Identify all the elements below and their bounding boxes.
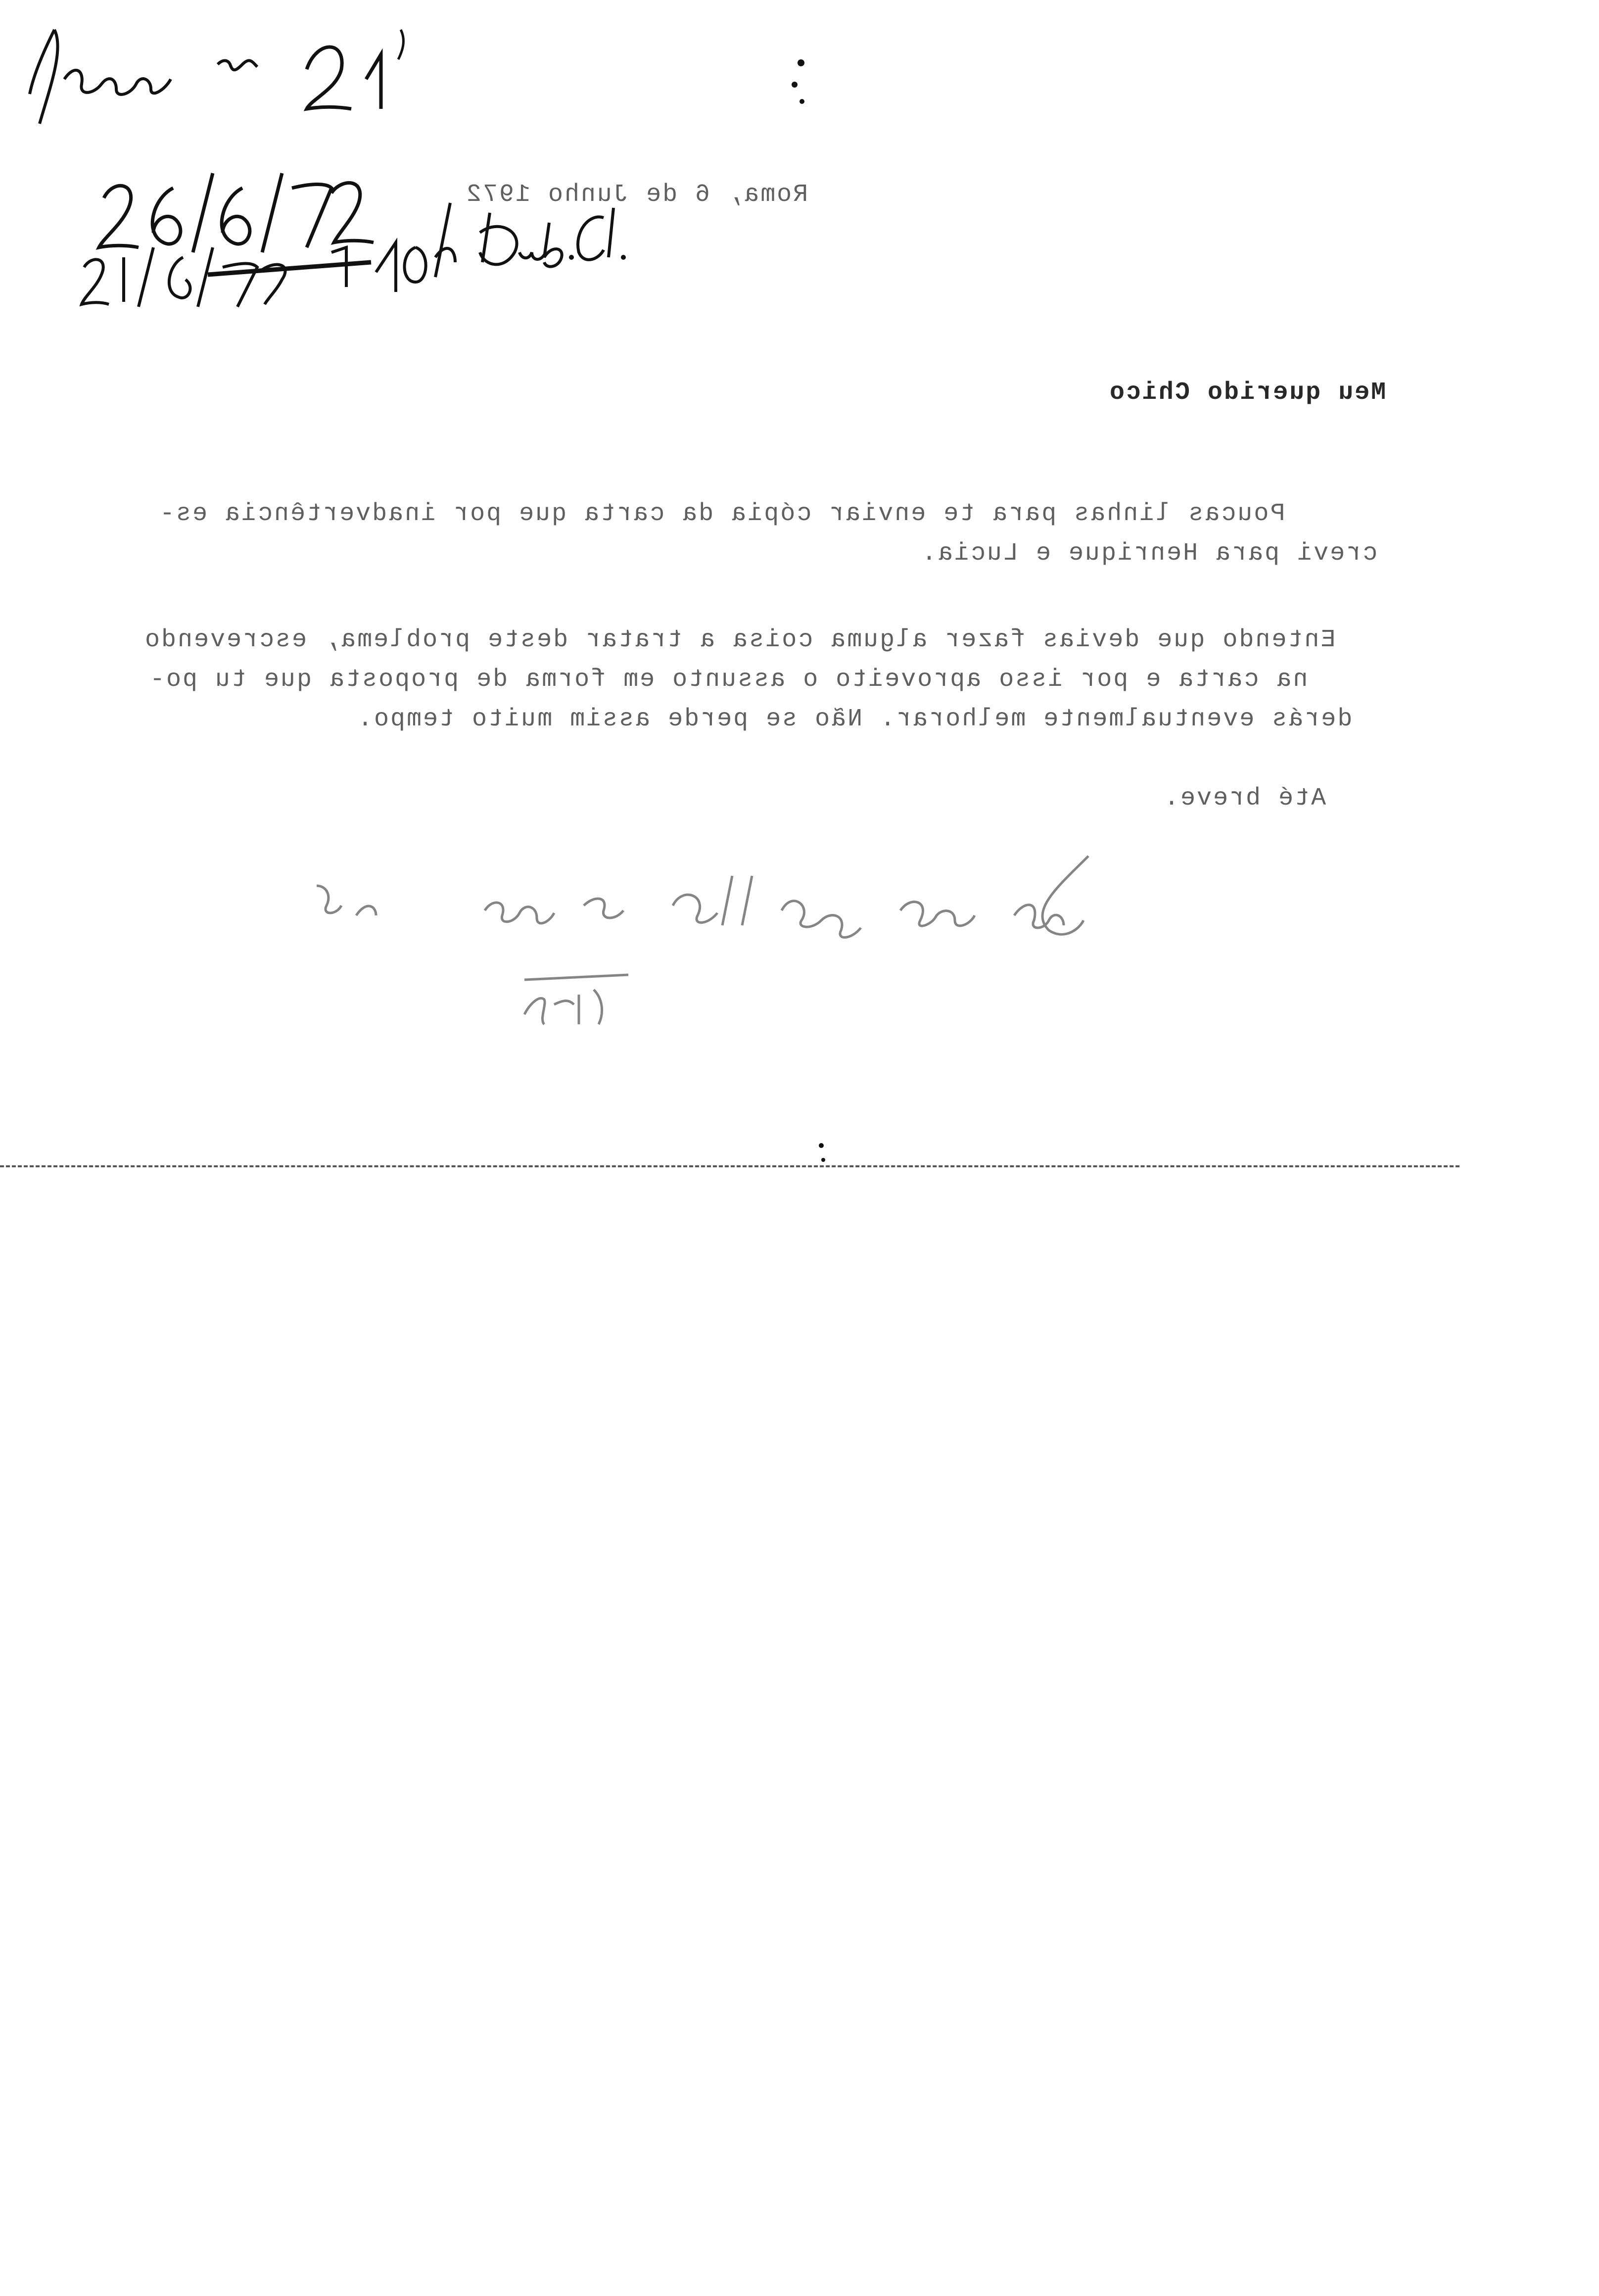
ink-dot bbox=[821, 1158, 825, 1162]
scan-fold-line bbox=[0, 1165, 1459, 1167]
letter-salutation: Meu querido Chico bbox=[1108, 379, 1386, 407]
signature bbox=[297, 836, 1187, 1059]
letter-date-line: Roma, 6 de Junho 1972 bbox=[465, 181, 808, 209]
letter-paragraph-2-line-1: Entendo que devias fazer alguma coisa a tratar deste problema, escrevendo bbox=[143, 626, 1336, 654]
letter-paragraph-1-line-1: Poucas linhas para te enviar cópia da carta que por inadvertência es- bbox=[158, 500, 1285, 528]
ink-dot bbox=[798, 59, 804, 66]
letter-paragraph-1-line-2: crevi para Henrique e Lucia. bbox=[920, 539, 1378, 568]
letter-paragraph-2-line-2: na carta e por isso aproveito o assunto em forma de proposta que tu po- bbox=[148, 666, 1308, 694]
ink-dot bbox=[792, 82, 798, 88]
ink-dot bbox=[800, 99, 804, 104]
ink-dot bbox=[819, 1143, 824, 1148]
handwritten-annotation-top bbox=[20, 10, 425, 129]
letter-paragraph-2-line-3: derás eventualmente melhorar. Não se perde assim muito tempo. bbox=[356, 705, 1353, 733]
letter-closing: Até breve. bbox=[1163, 784, 1326, 813]
